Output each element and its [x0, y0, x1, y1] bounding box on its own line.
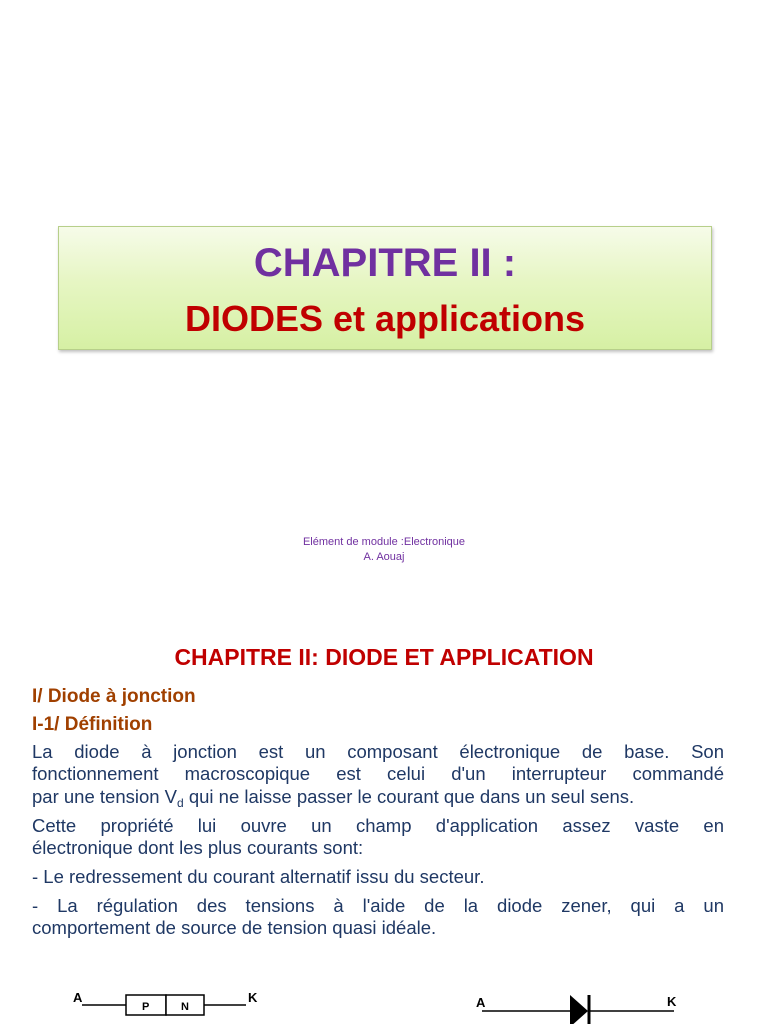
pn-cathode-label: K — [248, 990, 258, 1005]
diode-cathode-label: K — [667, 994, 677, 1009]
subscript-d: d — [177, 796, 184, 810]
cover-title-box — [58, 226, 712, 350]
chapter-title: CHAPITRE II : — [253, 241, 517, 285]
paragraph-line — [32, 786, 724, 814]
bullet-item: - Le redressement du courant alternatif issu du secteur. — [32, 866, 485, 887]
chapter-subtitle: DIODES et applications — [184, 298, 586, 339]
diode-triangle-icon — [570, 995, 588, 1024]
pn-anode-label: A — [73, 990, 83, 1005]
paragraph-line: La diode à jonction est un composant électronique de base. Son — [32, 741, 724, 762]
module-name: Elément de module :Electronique — [302, 536, 466, 548]
slide-title: CHAPITRE II: DIODE ET APPLICATION — [174, 644, 594, 670]
bullet-item: - La régulation des tensions à l'aide de la diode zener, qui a un — [32, 895, 724, 916]
diode-anode-label: A — [476, 995, 486, 1010]
author-name: A. Aouaj — [363, 551, 405, 563]
text-run: par une tension V — [32, 786, 178, 807]
text-run: qui ne laisse passer le courant que dans un seul sens. — [183, 786, 635, 807]
subsection-heading: I-1/ Définition — [32, 714, 153, 735]
paragraph-line: fonctionnement macroscopique est celui d'un interrupteur commandé — [32, 763, 724, 784]
pn-p-label: P — [142, 1001, 150, 1013]
paragraph-line: comportement de source de tension quasi idéale. — [32, 917, 437, 938]
pn-junction-figure — [60, 985, 270, 1024]
pn-n-label: N — [181, 1001, 189, 1013]
diode-symbol-figure — [470, 985, 690, 1024]
section-heading: I/ Diode à jonction — [32, 686, 196, 707]
paragraph-line: Cette propriété lui ouvre un champ d'application assez vaste en — [32, 815, 724, 836]
paragraph-line: électronique dont les plus courants sont: — [32, 837, 364, 858]
